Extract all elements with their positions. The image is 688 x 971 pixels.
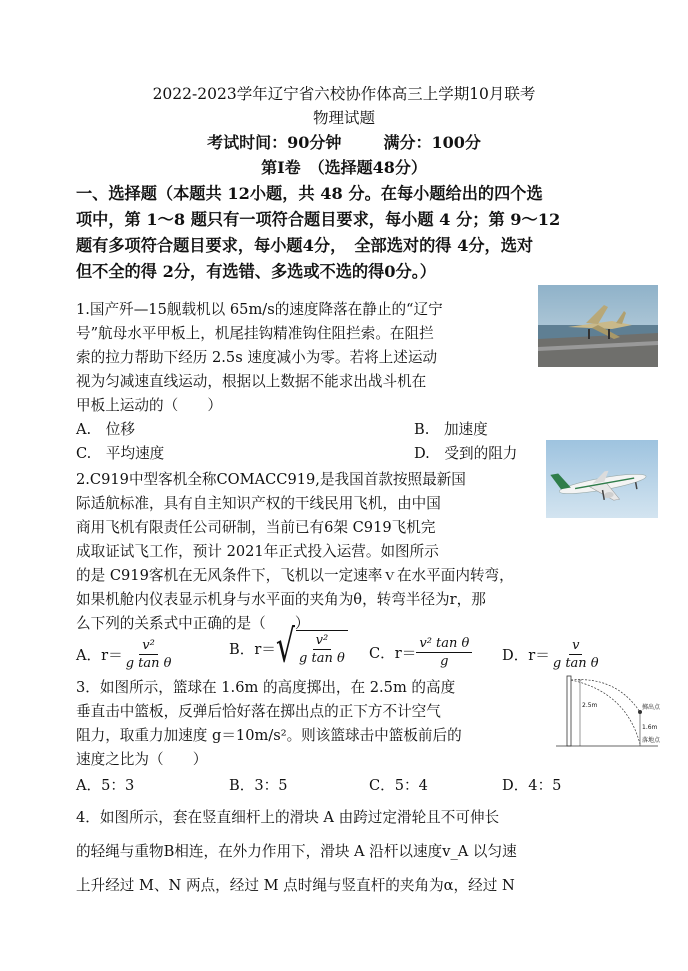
section-line-1: 一、选择题（本题共 12小题，共 48 分。在每小题给出的四个选 [76, 184, 543, 203]
q4-line-3: 上升经过 M、N 两点，经过 M 点时绳与竖直杆的夹角为α，经过 N [76, 877, 515, 894]
q4-line-1: 4．如图所示，套在竖直细杆上的滑块 A 由跨过定滑轮且不可伸长 [76, 809, 500, 826]
jet-landing-photo [538, 285, 658, 367]
q2-line-3: 商用飞机有限责任公司研制，当前已有6架 C919飞机完 [76, 519, 436, 536]
section-line-4: 但不全的得 2分，有选错、多选或不选的得0分。） [76, 262, 436, 281]
q2-c-numerator: v² tan θ [416, 636, 472, 653]
q2-line-6: 如果机舱内仪表显示机身与水平面的夹角为θ，转弯半径为r，那 [76, 591, 486, 608]
exam-time: 考试时间：90分钟 [207, 133, 342, 152]
q2-a-numerator: v² [139, 638, 158, 655]
q1-line-2: 号”航母水平甲板上，机尾挂钩精准钩住阻拦索。在阻拦 [76, 325, 434, 342]
landing-point-label: 落地点 [642, 737, 660, 744]
q3-line-1: 3．如图所示，篮球在 1.6m 的高度掷出，在 2.5m 的高度 [76, 679, 456, 696]
q1-option-d: D. 受到的阻力 [414, 445, 518, 462]
q3-option-b: B．3：5 [229, 777, 288, 794]
q2-option-d [502, 638, 602, 671]
q3-option-c: C．5：4 [369, 777, 428, 794]
q3-option-a: A．5：3 [76, 777, 135, 794]
height-label-2-5m: 2.5m [582, 702, 598, 709]
c919-airliner-photo [546, 440, 658, 518]
q2-option-a-fraction [123, 638, 175, 671]
q4-line-2: 的轻绳与重物B相连，在外力作用下，滑块 A 沿杆以速度v_A 以匀速 [76, 843, 517, 860]
q2-b-numerator: v² [313, 633, 332, 650]
q2-line-2: 际适航标准，具有自主知识产权的干线民用飞机，由中国 [76, 495, 441, 512]
q2-line-7: 么下列的关系式中正确的是（ ） [76, 615, 310, 632]
throw-point-label: 掷出点 [642, 704, 660, 711]
q2-option-d-fraction [550, 638, 602, 671]
q3-option-d: D．4：5 [502, 777, 562, 794]
q2-line-1: 2.C919中型客机全称COMACC919,是我国首款按照最新国 [76, 471, 466, 488]
q2-d-numerator: v [569, 638, 582, 655]
q1-line-3: 索的拉力帮助下经历 2.5s 速度减小为零。若将上述运动 [76, 349, 438, 366]
q2-line-4: 成取证试飞工作，预计 2021年正式投入运营。如图所示 [76, 543, 439, 560]
q1-line-4: 视为匀减速直线运动，根据以上数据不能求出战斗机在 [76, 373, 427, 390]
q1-line-5: 甲板上运动的（ ） [76, 397, 222, 414]
exam-subject: 物理试题 [312, 109, 375, 127]
part-title: 第Ⅰ卷 （选择题48分） [261, 158, 427, 177]
q2-option-a-label: A．r＝ [76, 647, 123, 664]
basketball-diagram [556, 672, 660, 752]
q1-option-c: C. 平均速度 [76, 445, 165, 462]
q2-d-denominator: g tan θ [552, 656, 599, 671]
q2-option-c-label: C．r＝ [369, 645, 417, 662]
q2-option-b [229, 621, 348, 674]
exam-score: 满分：100分 [383, 133, 481, 152]
q2-option-b-fraction [296, 633, 348, 666]
q2-b-denominator: g tan θ [299, 651, 345, 666]
q2-option-c [369, 636, 472, 669]
height-label-1-6m: 1.6m [642, 724, 658, 731]
q2-option-c-fraction [416, 636, 472, 669]
q2-option-d-label: D．r＝ [502, 647, 550, 664]
exam-title: 2022-2023学年辽宁省六校协作体高三上学期10月联考 [152, 85, 536, 103]
q3-line-2: 垂直击中篮板，反弹后恰好落在掷出点的正下方不计空气 [76, 703, 441, 720]
exam-info [0, 130, 688, 153]
q1-line-1: 1.国产歼—15舰载机以 65m/s的速度降落在静止的“辽宁 [76, 301, 443, 318]
q1-option-a: A. 位移 [76, 421, 135, 438]
q2-option-b-sqrt: √ $\frac{\text{v²}}{\text{g tan θ}}$ [276, 630, 348, 666]
q2-c-denominator: g [440, 654, 449, 669]
q3-line-3: 阻力，取重力加速度 g＝10m/s²。则该篮球击中篮板前后的 [76, 727, 462, 744]
q2-option-b-label: B．r＝ [229, 640, 276, 658]
q3-line-4: 速度之比为（ ） [76, 751, 208, 768]
q2-line-5: 的是 C919客机在无风条件下，飞机以一定速率ｖ在水平面内转弯， [76, 567, 514, 584]
q1-option-b: B. 加速度 [414, 421, 488, 438]
section-line-2: 项中，第 1～8 题只有一项符合题目要求，每小题 4 分；第 9～12 [76, 210, 561, 229]
section-line-3: 题有多项符合题目要求，每小题4分， 全部选对的得 4分，选对 [76, 236, 534, 255]
q2-a-denominator: g tan θ [125, 656, 172, 671]
q2-option-a [76, 638, 174, 671]
